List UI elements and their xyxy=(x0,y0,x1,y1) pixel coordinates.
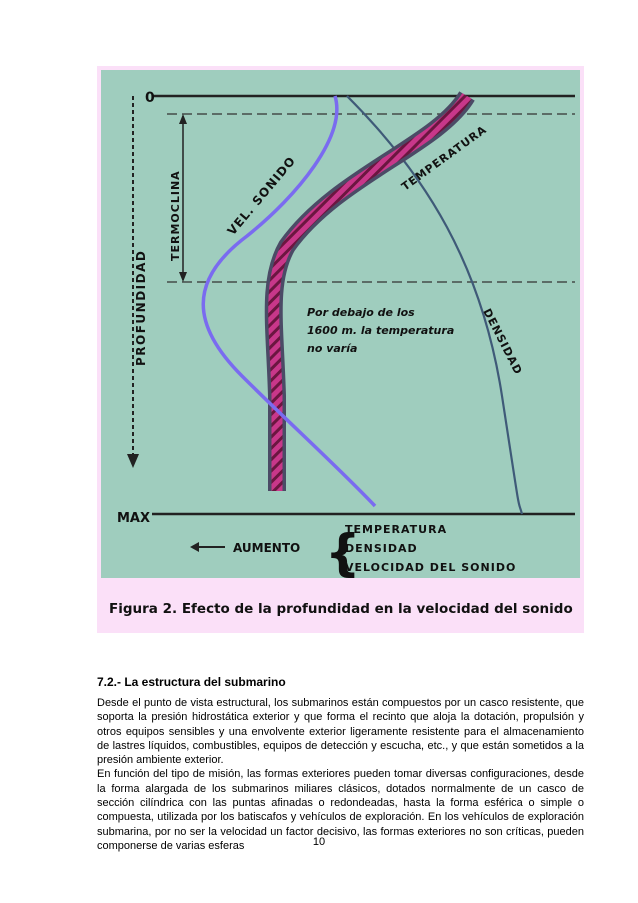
legend-temperatura: TEMPERATURA xyxy=(345,523,448,536)
section-heading: 7.2.- La estructura del submarino xyxy=(97,675,286,689)
termoclina-label: TERMOCLINA xyxy=(169,170,182,261)
depth-profile-diagram xyxy=(97,66,584,633)
legend-velocidad-sonido: VELOCIDAD DEL SONIDO xyxy=(345,561,517,574)
depth-zero-label: 0 xyxy=(145,90,155,106)
note-line-2: 1600 m. la temperatura xyxy=(307,324,455,337)
note-line-1: Por debajo de los xyxy=(307,306,415,319)
legend-densidad: DENSIDAD xyxy=(345,542,418,555)
aumento-label: AUMENTO xyxy=(233,541,301,555)
note-line-3: no varía xyxy=(307,342,358,355)
vel-sonido-label: VEL. SONIDO xyxy=(224,153,299,238)
figure-panel xyxy=(97,66,584,633)
figure-caption: Figura 2. Efecto de la profundidad en la velocidad del sonido xyxy=(109,601,573,617)
body-text xyxy=(97,696,584,853)
profundidad-label: PROFUNDIDAD xyxy=(134,249,148,366)
temperatura-label: TEMPERATURA xyxy=(399,122,490,194)
paragraph-1: Desde el punto de vista estructural, los submarinos están compuestos por un casco resistente, que soporta la presión hidrostática exterior y que forma el recinto que aloja la dotación, propulsión y otros equipos sensibles y una envolvente exterior ligeramente resistente para el almacenamiento de lastres líquidos, combustibles, equipos de detección y escucha, etc., y que están sometidos a la presión ambiente exterior. xyxy=(97,697,584,767)
densidad-label: DENSIDAD xyxy=(480,306,525,378)
paragraph-2: En función del tipo de misión, las formas exteriores pueden tomar diversas configuraciones, desde la forma alargada de los submarinos miliares clásicos, dotados normalmente de un casco de sección cilíndrica con las puntas afinadas o redondeadas, hasta la forma esférica o simple o compuesta, utilizada por los batiscafos y vehículos de exploración. En los vehículos de exploración submarina, por no ser la velocidad un factor decisivo, las formas exteriores no son críticas, pueden componerse de varias esferas xyxy=(97,768,584,852)
page-number: 10 xyxy=(312,836,326,848)
depth-max-label: MAX xyxy=(117,511,151,526)
legend-brace: { xyxy=(325,524,361,582)
